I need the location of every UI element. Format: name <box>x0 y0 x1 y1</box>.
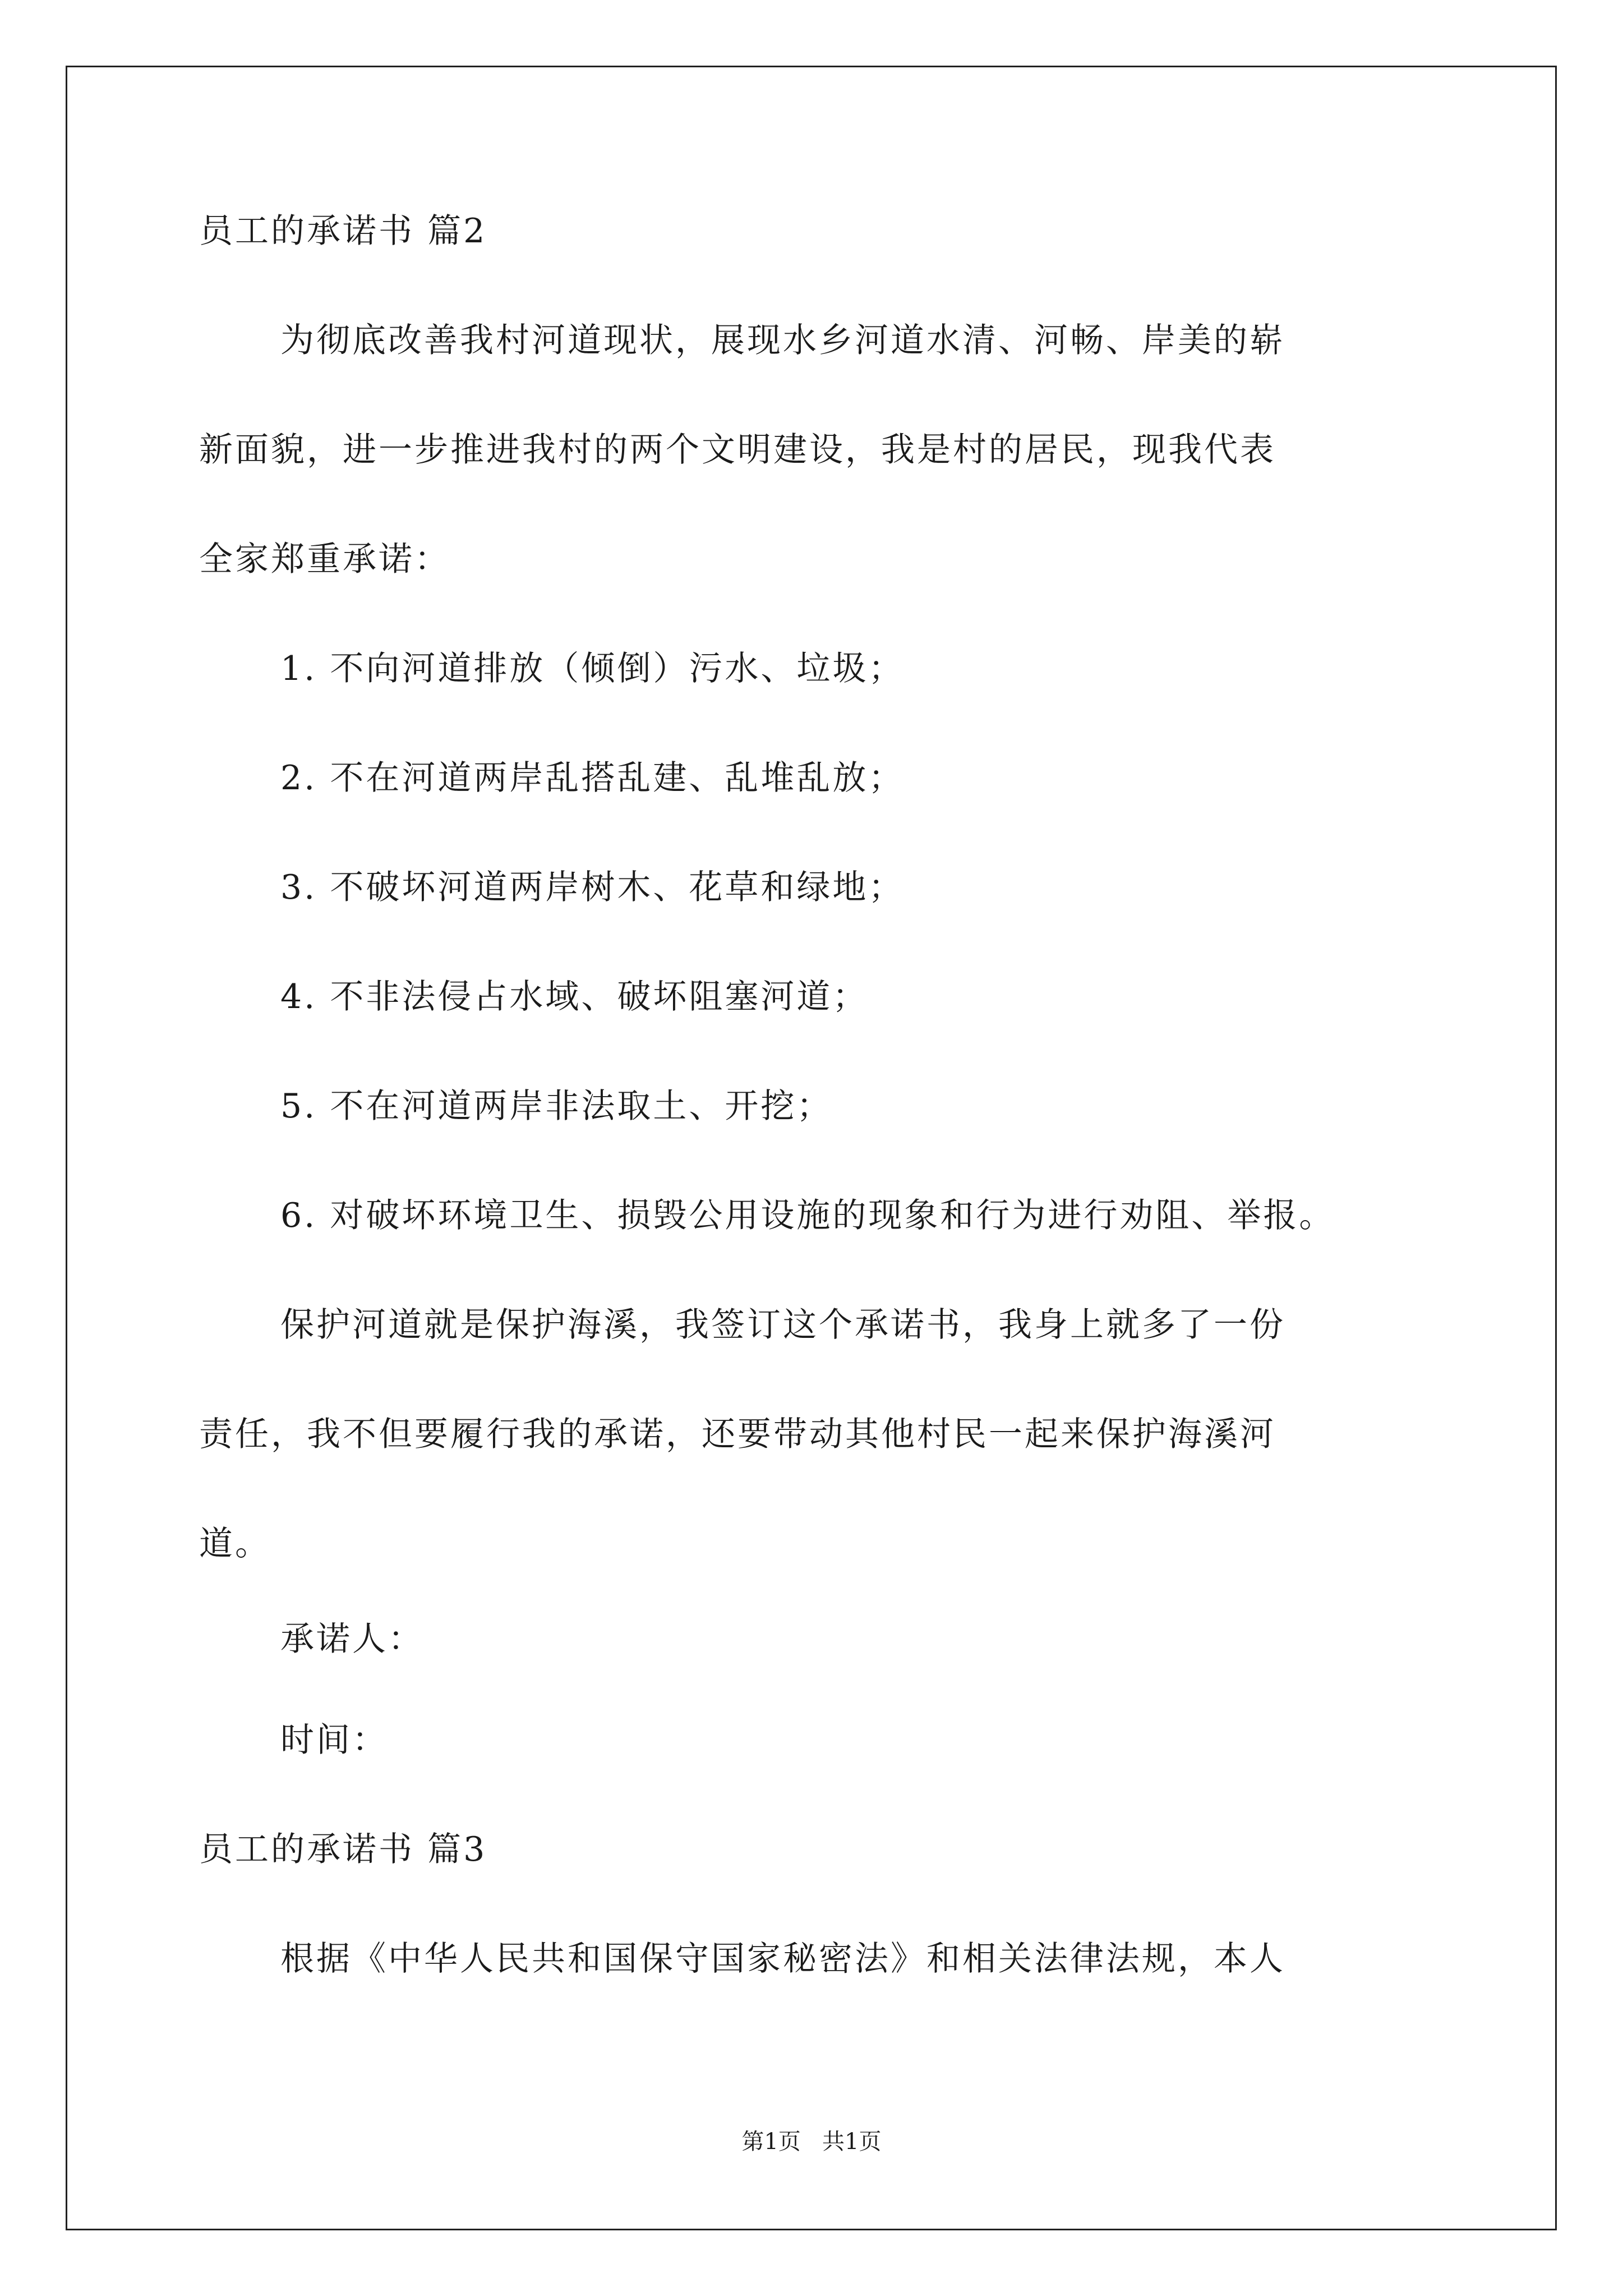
list-item: 6. 对破坏环境卫生、损毁公用设施的现象和行为进行劝阻、举报。 <box>280 1196 1335 1235</box>
paragraph-line: 保护河道就是保护海溪，我签订这个承诺书，我身上就多了一份 <box>280 1305 1285 1345</box>
page-frame <box>66 66 1557 2230</box>
section-heading-2: 员工的承诺书 篇2 <box>199 211 487 251</box>
paragraph-line: 为彻底改善我村河道现状，展现水乡河道水清、河畅、岸美的崭 <box>280 321 1285 360</box>
date-label: 时间： <box>280 1720 388 1760</box>
list-item: 1. 不向河道排放（倾倒）污水、垃圾； <box>280 649 905 688</box>
paragraph-line: 根据《中华人民共和国保守国家秘密法》和相关法律法规，本人 <box>280 1939 1285 1978</box>
list-item: 5. 不在河道两岸非法取土、开挖； <box>280 1087 833 1126</box>
page-footer: 第1页 共1页 <box>741 2129 882 2155</box>
list-item: 2. 不在河道两岸乱搭乱建、乱堆乱放； <box>280 758 905 798</box>
list-item: 4. 不非法侵占水域、破坏阻塞河道； <box>280 977 869 1016</box>
paragraph-line: 道。 <box>199 1524 271 1563</box>
list-item: 3. 不破坏河道两岸树木、花草和绿地； <box>280 868 905 907</box>
paragraph-line: 责任，我不但要履行我的承诺，还要带动其他村民一起来保护海溪河 <box>199 1415 1276 1454</box>
paragraph-line: 新面貌，进一步推进我村的两个文明建设，我是村的居民，现我代表 <box>199 430 1276 470</box>
section-heading-3: 员工的承诺书 篇3 <box>199 1830 487 1869</box>
paragraph-line: 全家郑重承诺： <box>199 540 450 579</box>
signature-label: 承诺人： <box>280 1619 424 1659</box>
